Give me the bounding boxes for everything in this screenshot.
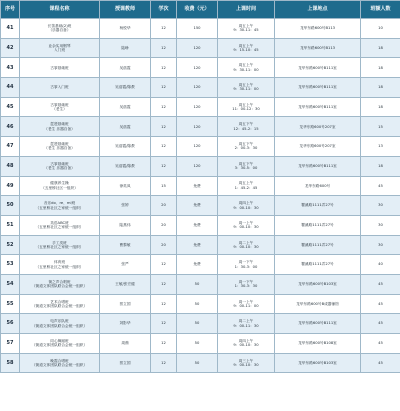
course-name-line: 电声乐队班: [50, 319, 69, 324]
class-time-cell: [218, 274, 275, 294]
course-name-cell: [20, 38, 100, 58]
header-cell: 授课教师: [100, 1, 151, 19]
course-name-line: 艺术合唱班: [50, 299, 69, 304]
table-row: [1, 38, 400, 58]
fee-cell: 50: [177, 274, 218, 294]
course-name-cell: [20, 255, 100, 275]
location-cell: 龙华东路600号B成器铺馆: [275, 294, 361, 314]
table-row: [1, 117, 400, 137]
sessions-cell: 12: [151, 58, 177, 78]
row-number-cell: 46: [1, 117, 20, 137]
course-name-cell: [20, 294, 100, 314]
location-cell: 龙华东路600号B108室: [275, 334, 361, 354]
location-cell: 瞿溪路1111弄27号: [275, 215, 361, 235]
class-time-cell: [218, 314, 275, 334]
fee-cell: 120: [177, 38, 218, 58]
course-name-line: 古筝基础班: [50, 65, 69, 70]
row-number-cell: 42: [1, 38, 20, 58]
course-name-cell: [20, 215, 100, 235]
row-number-cell: 47: [1, 137, 20, 157]
location-cell: 瞿溪路1111弄27号: [275, 255, 361, 275]
class-time-line: 9：00-10：30: [233, 363, 259, 368]
class-time-line: 1：30-3：00: [234, 264, 258, 269]
row-number-cell: 52: [1, 235, 20, 255]
class-time-line: 9：30-11：00: [233, 67, 259, 72]
fee-cell: 120: [177, 78, 218, 98]
course-name-line: （五里桥社区之家统一组织）: [35, 205, 84, 210]
table-row: [1, 255, 400, 275]
location-cell: 龙华东路600号: [275, 176, 361, 196]
course-name-cell: [20, 137, 100, 157]
table-row: [1, 97, 400, 117]
location-cell: 龙华东路600号B111室: [275, 314, 361, 334]
header-cell: 课程名称: [20, 1, 100, 19]
location-cell: 龙华东路600号B103室: [275, 274, 361, 294]
location-cell: 龙华东路600号B111室: [275, 58, 361, 78]
sessions-cell: 12: [151, 314, 177, 334]
course-name-cell: [20, 334, 100, 354]
class-time-line: 周五下午: [238, 142, 254, 147]
class-size-cell: 45: [361, 176, 400, 196]
class-time-line: 9：30-11：45: [233, 28, 259, 33]
class-time-line: 周五上午: [238, 43, 254, 48]
course-name-cell: [20, 235, 100, 255]
row-number-cell: 41: [1, 19, 20, 39]
fee-cell: 50: [177, 314, 218, 334]
course-name-line: （街道文体团队联合会统一组织）: [31, 284, 88, 289]
teacher-cell: 吴蓓霞: [100, 117, 151, 137]
sessions-cell: 12: [151, 156, 177, 176]
class-time-line: 周五上午: [238, 181, 254, 186]
course-name-line: （街道文体团队联合会统一组织）: [31, 363, 88, 368]
class-time-cell: [218, 215, 275, 235]
teacher-cell: 曹黎敏: [100, 235, 151, 255]
class-time-line: 2：00-3：30: [234, 146, 258, 151]
course-name-line: （街道文体团队联合会统一组织）: [31, 303, 88, 308]
row-number-cell: 53: [1, 255, 20, 275]
course-name-line: 同心舞蹈班: [50, 338, 69, 343]
teacher-cell: 吴蓓霞/陈教: [100, 78, 151, 98]
class-time-line: 9：15-10：45: [233, 48, 259, 53]
course-name-line: （乐器自备）: [48, 28, 71, 33]
class-time-line: 周五下午: [238, 122, 254, 127]
header-cell: 序号: [1, 1, 20, 19]
sessions-cell: 15: [151, 176, 177, 196]
table-row: [1, 58, 400, 78]
fee-cell: 150: [177, 19, 218, 39]
class-size-cell: 15: [361, 117, 400, 137]
course-name-line: 健康养生操: [50, 181, 69, 186]
table-row: [1, 235, 400, 255]
fee-cell: 免费: [177, 196, 218, 216]
location-cell: 龙华东路600号B103室: [275, 353, 361, 373]
class-time-line: 周一下午: [238, 279, 254, 284]
course-name-cell: [20, 19, 100, 39]
row-number-cell: 54: [1, 274, 20, 294]
sessions-cell: 12: [151, 274, 177, 294]
class-time-line: 11：00-12：30: [232, 107, 260, 112]
course-name-line: （街道文体团队联合会统一组织）: [31, 343, 88, 348]
location-cell: 龙华东路600号B113: [275, 38, 361, 58]
class-size-cell: 40: [361, 255, 400, 275]
teacher-cell: 吴蓓霞/陈教: [100, 137, 151, 157]
row-number-cell: 48: [1, 156, 20, 176]
class-time-line: 9：30-11：00: [233, 87, 259, 92]
row-number-cell: 58: [1, 353, 20, 373]
course-name-line: （五里桥社区之家统一组织）: [35, 225, 84, 230]
row-number-cell: 56: [1, 314, 20, 334]
table-row: [1, 137, 400, 157]
course-name-line: 琵琶基础班: [50, 122, 69, 127]
course-name-line: （老生 乐器自备）: [44, 146, 75, 151]
teacher-cell: 王敏/张宏健: [100, 274, 151, 294]
table-row: [1, 274, 400, 294]
class-time-cell: [218, 294, 275, 314]
class-time-line: 1：30-3：30: [234, 284, 258, 289]
class-time-cell: [218, 255, 275, 275]
course-name-line: 入门班: [53, 48, 66, 53]
sessions-cell: 12: [151, 137, 177, 157]
course-name-line: （老生）: [52, 107, 67, 112]
table-row: [1, 196, 400, 216]
course-name-cell: [20, 353, 100, 373]
sessions-cell: 12: [151, 19, 177, 39]
fee-cell: 免费: [177, 215, 218, 235]
course-name-line: 古筝基础班: [50, 161, 69, 166]
class-time-cell: [218, 353, 275, 373]
course-name-cell: [20, 97, 100, 117]
class-time-line: 周一上午: [238, 299, 254, 304]
course-name-line: （五里桥社区之家统一组织）: [35, 244, 84, 249]
class-time-line: 9：00-10：30: [233, 244, 259, 249]
class-time-line: 1：45-2：45: [234, 185, 258, 190]
class-time-cell: [218, 235, 275, 255]
teacher-cell: 蔡立国: [100, 353, 151, 373]
class-time-cell: [218, 334, 275, 354]
class-size-cell: 18: [361, 97, 400, 117]
sessions-cell: 12: [151, 117, 177, 137]
sessions-cell: 12: [151, 334, 177, 354]
class-size-cell: 45: [361, 314, 400, 334]
teacher-cell: 陆峥: [100, 38, 151, 58]
location-cell: 龙华东路600号B113: [275, 19, 361, 39]
table-row: [1, 156, 400, 176]
location-cell: 龙华东路600号B111室: [275, 78, 361, 98]
fee-cell: 120: [177, 97, 218, 117]
class-size-cell: 18: [361, 78, 400, 98]
row-number-cell: 51: [1, 215, 20, 235]
class-time-cell: [218, 176, 275, 196]
row-number-cell: 55: [1, 294, 20, 314]
class-time-cell: [218, 97, 275, 117]
course-name-cell: [20, 314, 100, 334]
class-time-line: 周五下午: [238, 161, 254, 166]
teacher-cell: 吴蓓霞: [100, 97, 151, 117]
fee-cell: 120: [177, 58, 218, 78]
class-time-line: 9：00-10：30: [233, 205, 259, 210]
class-size-cell: 45: [361, 334, 400, 354]
class-time-line: 周一上午: [238, 220, 254, 225]
teacher-cell: 张严: [100, 255, 151, 275]
class-time-cell: [218, 38, 275, 58]
teacher-cell: 杨悦华: [100, 19, 151, 39]
class-size-cell: 45: [361, 294, 400, 314]
row-number-cell: 45: [1, 97, 20, 117]
course-name-line: 长笛基础(2)班: [47, 23, 72, 28]
course-name-line: 英语ABC班: [50, 220, 69, 225]
class-time-line: 周五上午: [238, 102, 254, 107]
row-number-cell: 57: [1, 334, 20, 354]
header-cell: 上课时间: [218, 1, 275, 19]
sessions-cell: 12: [151, 97, 177, 117]
location-cell: 龙华东路600号207室: [275, 137, 361, 157]
table-row: [1, 353, 400, 373]
table-row: [1, 78, 400, 98]
course-name-line: 琵琶基础班: [50, 142, 69, 147]
class-time-cell: [218, 156, 275, 176]
class-time-line: 周三上午: [238, 358, 254, 363]
class-time-line: 9：00-11：30: [233, 323, 259, 328]
fee-cell: 120: [177, 117, 218, 137]
location-cell: 瞿溪路1111弄27号: [275, 235, 361, 255]
class-time-line: 周四上午: [238, 201, 254, 206]
class-time-cell: [218, 78, 275, 98]
sessions-cell: 20: [151, 235, 177, 255]
class-time-line: 3：30-5：00: [234, 166, 258, 171]
class-time-cell: [218, 19, 275, 39]
course-name-cell: [20, 156, 100, 176]
fee-cell: 50: [177, 334, 218, 354]
class-time-cell: [218, 137, 275, 157]
class-time-line: 9：00-11：00: [233, 303, 259, 308]
course-name-line: 业余实用钢琴: [48, 43, 71, 48]
fee-cell: 免费: [177, 235, 218, 255]
sessions-cell: 12: [151, 294, 177, 314]
sessions-cell: 12: [151, 353, 177, 373]
table-row: [1, 314, 400, 334]
table-row: [1, 334, 400, 354]
class-size-cell: 18: [361, 38, 400, 58]
course-name-line: 街之声合唱班: [48, 279, 71, 284]
course-name-line: 古筝基础班: [50, 102, 69, 107]
table-row: [1, 294, 400, 314]
course-name-cell: [20, 78, 100, 98]
class-time-line: 周四上午: [238, 338, 254, 343]
course-name-cell: [20, 58, 100, 78]
fee-cell: 免费: [177, 176, 218, 196]
class-time-line: 周五上午: [238, 63, 254, 68]
fee-cell: 120: [177, 156, 218, 176]
header-cell: 班额人数: [361, 1, 400, 19]
fee-cell: 50: [177, 353, 218, 373]
class-time-line: 9：00-10：30: [233, 225, 259, 230]
class-size-cell: 18: [361, 58, 400, 78]
class-time-line: 9：00-10：30: [233, 343, 259, 348]
table-row: [1, 215, 400, 235]
teacher-cell: 陆燕伟: [100, 215, 151, 235]
sessions-cell: 12: [151, 38, 177, 58]
header-cell: 收费（元）: [177, 1, 218, 19]
teacher-cell: 张婷: [100, 196, 151, 216]
class-time-line: 12：45-2：15: [233, 126, 259, 131]
class-time-line: 周二上午: [238, 240, 254, 245]
class-time-cell: [218, 196, 275, 216]
class-time-line: 周五上午: [238, 23, 254, 28]
teacher-cell: 周鼎: [100, 334, 151, 354]
location-cell: 龙华东路600号B111室: [275, 97, 361, 117]
teacher-cell: 吴蓓霞/陈教: [100, 156, 151, 176]
class-size-cell: 30: [361, 196, 400, 216]
location-cell: 瞿溪路1111弄27号: [275, 196, 361, 216]
table-header-row: [1, 1, 400, 19]
course-name-line: （五里桥社区之家统一组织）: [35, 264, 84, 269]
sessions-cell: 12: [151, 255, 177, 275]
row-number-cell: 49: [1, 176, 20, 196]
course-name-line: 手工类班: [52, 240, 67, 245]
course-name-cell: [20, 274, 100, 294]
class-size-cell: 30: [361, 235, 400, 255]
course-name-line: （街道文体团队联合会统一组织）: [31, 323, 88, 328]
teacher-cell: 吴蓓霞: [100, 58, 151, 78]
class-time-line: 周二上午: [238, 319, 254, 324]
course-name-line: （老生 乐器自备）: [44, 126, 75, 131]
row-number-cell: 50: [1, 196, 20, 216]
class-time-cell: [218, 58, 275, 78]
location-cell: 龙华东路600号207室: [275, 117, 361, 137]
header-cell: 上课地点: [275, 1, 361, 19]
fee-cell: 50: [177, 294, 218, 314]
course-name-cell: [20, 196, 100, 216]
teacher-cell: 刘影华: [100, 314, 151, 334]
class-size-cell: 45: [361, 274, 400, 294]
course-name-line: 体育班: [53, 260, 66, 265]
teacher-cell: 蔡立国: [100, 294, 151, 314]
sessions-cell: 12: [151, 78, 177, 98]
class-size-cell: 10: [361, 19, 400, 39]
fee-cell: 120: [177, 137, 218, 157]
location-cell: 龙华东路600号B111室: [275, 156, 361, 176]
class-time-cell: [218, 117, 275, 137]
sessions-cell: 20: [151, 196, 177, 216]
sessions-cell: 20: [151, 215, 177, 235]
course-name-line: 古筝入门班: [50, 85, 69, 90]
class-size-cell: 30: [361, 215, 400, 235]
class-size-cell: 18: [361, 156, 400, 176]
class-time-line: 周五上午: [238, 83, 254, 87]
table-row: [1, 19, 400, 39]
course-name-cell: [20, 117, 100, 137]
course-name-cell: [20, 176, 100, 196]
class-size-cell: 13: [361, 137, 400, 157]
class-time-line: 周一下午: [238, 260, 254, 265]
header-cell: 学次: [151, 1, 177, 19]
row-number-cell: 44: [1, 78, 20, 98]
fee-cell: 免费: [177, 255, 218, 275]
course-name-line: （五里桥社区一组织）: [41, 185, 78, 190]
course-name-line: 晚霞合唱班: [50, 358, 69, 363]
class-size-cell: 45: [361, 353, 400, 373]
teacher-cell: 徐英凤: [100, 176, 151, 196]
row-number-cell: 43: [1, 58, 20, 78]
course-name-line: 音乐do、re、mi班: [43, 201, 76, 206]
course-name-line: （老生 乐器自备）: [44, 166, 75, 171]
table-row: [1, 176, 400, 196]
